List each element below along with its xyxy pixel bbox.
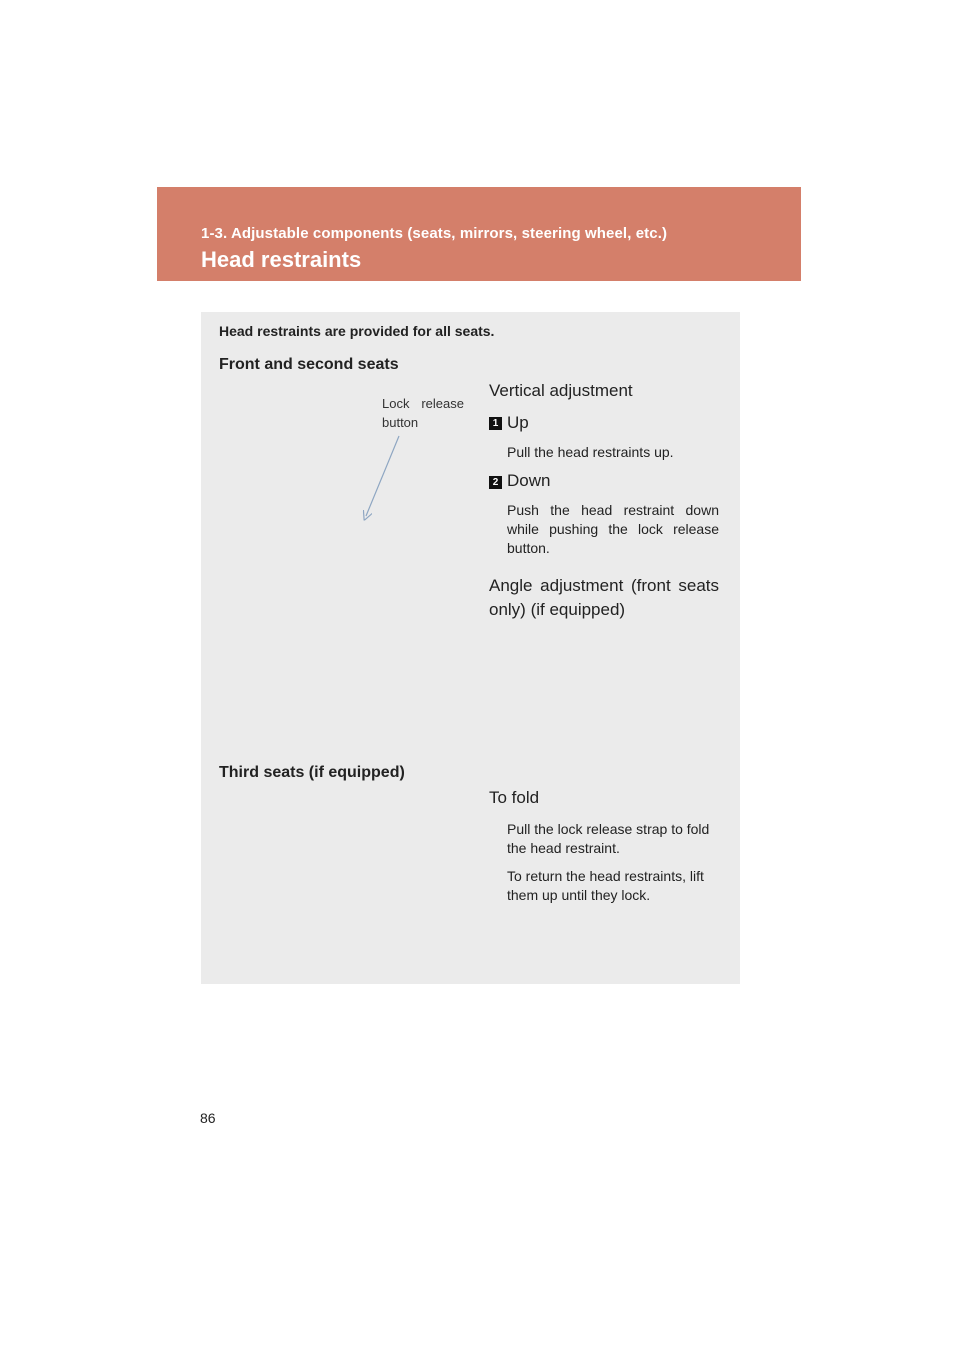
fold-text-2: To return the head restraints, lift them up until they lock.: [507, 868, 704, 903]
vertical-adjustment-heading: Vertical adjustment: [489, 381, 633, 400]
step-1-text: Pull the head restraints up.: [507, 444, 674, 460]
page-number: 86: [200, 1110, 216, 1126]
front-second-heading: Front and second seats: [219, 356, 399, 373]
content-panel: [201, 312, 740, 984]
callout-line-1: Lock release: [382, 396, 464, 411]
intro-text: Head restraints are provided for all seats.: [219, 323, 495, 339]
step-1-badge: 1: [489, 417, 502, 430]
to-fold-heading: To fold: [489, 788, 540, 807]
page-title: Head restraints: [201, 247, 362, 272]
callout-line-2: button: [382, 415, 419, 430]
section-label: 1-3. Adjustable components (seats, mirrors, steering wheel, etc.): [201, 225, 668, 242]
section-header: [157, 187, 801, 281]
third-seats-heading: Third seats (if equipped): [219, 764, 405, 781]
step-2-badge: 2: [489, 476, 502, 489]
step-1-title: Up: [507, 413, 529, 432]
angle-adjustment-heading: Angle adjustment (front seats only) (if equipped): [489, 576, 719, 619]
fold-text-1: Pull the lock release strap to fold the head restraint.: [507, 821, 710, 856]
step-2-text: Push the head restraint down while pushing the lock release button.: [507, 502, 719, 556]
step-2-title: Down: [507, 471, 551, 490]
